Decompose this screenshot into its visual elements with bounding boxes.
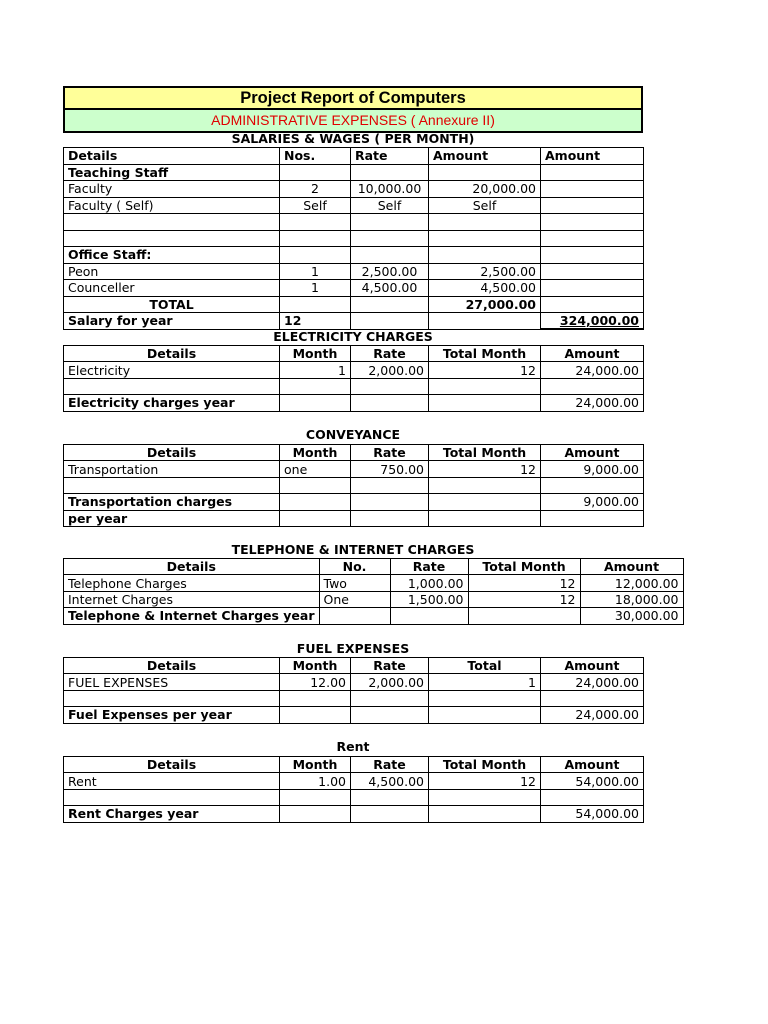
table-row-empty	[64, 230, 644, 247]
header-details: Details	[64, 658, 280, 674]
year-row-2	[64, 510, 644, 526]
table-row-empty	[64, 214, 644, 231]
table-row	[64, 197, 644, 214]
cell-details: Faculty ( Self)	[64, 197, 280, 214]
year-row	[64, 395, 644, 411]
total-value: 27,000.00	[429, 296, 541, 313]
header-amount: Amount	[429, 148, 541, 165]
electricity-year-value: 24,000.00	[541, 395, 644, 411]
cell-rate: Self	[351, 197, 429, 214]
rent-title: Rent	[336, 739, 370, 754]
cell-nos: 1	[280, 280, 351, 297]
cell-rate: 2,000.00	[351, 674, 429, 690]
cell-total-month: 12	[429, 461, 541, 477]
report-title: Project Report of Computers	[63, 86, 643, 110]
electricity-year-label: Electricity charges year	[64, 395, 280, 411]
table-row-empty	[64, 378, 644, 394]
table-row	[64, 263, 644, 280]
header-details: Details	[64, 148, 280, 165]
fuel-year-value: 24,000.00	[541, 707, 644, 723]
report-subtitle: ADMINISTRATIVE EXPENSES ( Annexure II)	[63, 110, 643, 133]
header-total-month: Total Month	[468, 559, 580, 575]
cell-month: one	[280, 461, 351, 477]
year-row	[64, 494, 644, 510]
cell-nos: 1	[280, 263, 351, 280]
cell-details: FUEL EXPENSES	[64, 674, 280, 690]
cell-rate: 1,500.00	[390, 591, 468, 607]
cell-details: Rent	[64, 773, 280, 789]
telephone-table	[63, 558, 684, 625]
header-total-month: Total Month	[429, 757, 541, 773]
cell-rate: 2,000.00	[351, 362, 429, 378]
telephone-year-label: Telephone & Internet Charges year	[68, 608, 315, 624]
electricity-title: ELECTRICITY CHARGES	[273, 329, 433, 344]
year-row	[64, 608, 684, 624]
cell-details: Internet Charges	[64, 591, 320, 607]
cell-rate: 2,500.00	[351, 263, 429, 280]
cell-details: Faculty	[64, 181, 280, 198]
electricity-table	[63, 345, 644, 412]
telephone-year-value: 30,000.00	[580, 608, 683, 624]
header-amount: Amount	[541, 445, 644, 461]
cell-amount: 24,000.00	[541, 362, 644, 378]
year-row	[64, 313, 644, 330]
header-details: Details	[64, 757, 280, 773]
header-amount: Amount	[541, 757, 644, 773]
cell-details: Telephone Charges	[64, 575, 320, 591]
table-row	[64, 280, 644, 297]
office-staff-label: Office Staff:	[64, 247, 280, 264]
cell-details: Transportation	[64, 461, 280, 477]
header-month: Month	[280, 757, 351, 773]
header-rate: Rate	[390, 559, 468, 575]
header-amount-2: Amount	[541, 148, 644, 165]
header-amount: Amount	[580, 559, 683, 575]
cell-amount: 2,500.00	[429, 263, 541, 280]
header-rate: Rate	[351, 658, 429, 674]
cell-details: Counceller	[64, 280, 280, 297]
cell-nos: Self	[280, 197, 351, 214]
cell-total-month: 12	[429, 362, 541, 378]
year-row	[64, 806, 644, 822]
cell-details: Peon	[64, 263, 280, 280]
cell-details: Electricity	[64, 362, 280, 378]
cell-rate: 750.00	[351, 461, 429, 477]
header-rate: Rate	[351, 445, 429, 461]
cell-amount: 54,000.00	[541, 773, 644, 789]
salary-year-months: 12	[280, 313, 351, 330]
cell-amount: 9,000.00	[541, 461, 644, 477]
salary-year-label: Salary for year	[64, 313, 280, 330]
cell-amount-2	[541, 280, 644, 297]
rent-year-label: Rent Charges year	[64, 806, 280, 822]
cell-total: 1	[429, 674, 541, 690]
table-row	[64, 773, 644, 789]
cell-amount: 4,500.00	[429, 280, 541, 297]
cell-rate: 4,500.00	[351, 773, 429, 789]
header-details: Details	[64, 346, 280, 362]
cell-amount: 20,000.00	[429, 181, 541, 198]
salaries-title: SALARIES & WAGES ( PER MONTH)	[231, 131, 475, 146]
cell-nos: 2	[280, 181, 351, 198]
table-row	[64, 461, 644, 477]
year-row	[64, 707, 644, 723]
header-month: Month	[280, 658, 351, 674]
header-rate: Rate	[351, 757, 429, 773]
table-row	[64, 181, 644, 198]
cell-total-month: 12	[468, 575, 580, 591]
fuel-year-label: Fuel Expenses per year	[64, 707, 280, 723]
cell-amount: 12,000.00	[580, 575, 683, 591]
header-details: Details	[64, 559, 320, 575]
table-row	[64, 674, 644, 690]
rent-year-value: 54,000.00	[541, 806, 644, 822]
cell-rate: 4,500.00	[351, 280, 429, 297]
cell-no: Two	[319, 575, 390, 591]
conveyance-year-label-1: Transportation charges	[64, 494, 280, 510]
header-rate: Rate	[351, 148, 429, 165]
cell-amount-2	[541, 197, 644, 214]
table-header-row	[64, 559, 684, 575]
rent-table	[63, 756, 644, 823]
header-month: Month	[280, 445, 351, 461]
table-header-row	[64, 658, 644, 674]
header-month: Month	[280, 346, 351, 362]
table-row	[64, 591, 684, 607]
table-row	[64, 575, 684, 591]
cell-no: One	[319, 591, 390, 607]
cell-rate: 1,000.00	[390, 575, 468, 591]
table-header-row	[64, 148, 644, 165]
fuel-table	[63, 657, 644, 724]
cell-amount-2	[541, 263, 644, 280]
header-total: Total	[429, 658, 541, 674]
cell-month: 1	[280, 362, 351, 378]
cell-total-month: 12	[429, 773, 541, 789]
total-row	[64, 296, 644, 313]
cell-month: 1.00	[280, 773, 351, 789]
table-header-row	[64, 346, 644, 362]
telephone-title: TELEPHONE & INTERNET CHARGES	[231, 542, 475, 557]
cell-amount: Self	[429, 197, 541, 214]
table-row-empty	[64, 690, 644, 706]
table-header-row	[64, 757, 644, 773]
header-amount: Amount	[541, 658, 644, 674]
table-header-row	[64, 445, 644, 461]
cell-total-month: 12	[468, 591, 580, 607]
header-amount: Amount	[541, 346, 644, 362]
salary-year-value: 324,000.00	[541, 313, 644, 330]
conveyance-title: CONVEYANCE	[305, 427, 401, 442]
salaries-table	[63, 147, 644, 330]
table-row	[64, 164, 644, 181]
header-details: Details	[64, 445, 280, 461]
header-total-month: Total Month	[429, 445, 541, 461]
cell-amount: 18,000.00	[580, 591, 683, 607]
table-row	[64, 362, 644, 378]
cell-amount: 24,000.00	[541, 674, 644, 690]
header-rate: Rate	[351, 346, 429, 362]
total-label: TOTAL	[64, 296, 280, 313]
conveyance-table	[63, 444, 644, 527]
header-no: No.	[319, 559, 390, 575]
cell-amount-2	[541, 181, 644, 198]
teaching-staff-label: Teaching Staff	[64, 164, 280, 181]
conveyance-year-label-2: per year	[64, 510, 280, 526]
cell-rate: 10,000.00	[351, 181, 429, 198]
conveyance-year-value: 9,000.00	[541, 494, 644, 510]
table-row	[64, 247, 644, 264]
table-row-empty	[64, 789, 644, 805]
header-nos: Nos.	[280, 148, 351, 165]
fuel-title: FUEL EXPENSES	[296, 641, 410, 656]
table-row-empty	[64, 477, 644, 493]
header-total-month: Total Month	[429, 346, 541, 362]
cell-month: 12.00	[280, 674, 351, 690]
